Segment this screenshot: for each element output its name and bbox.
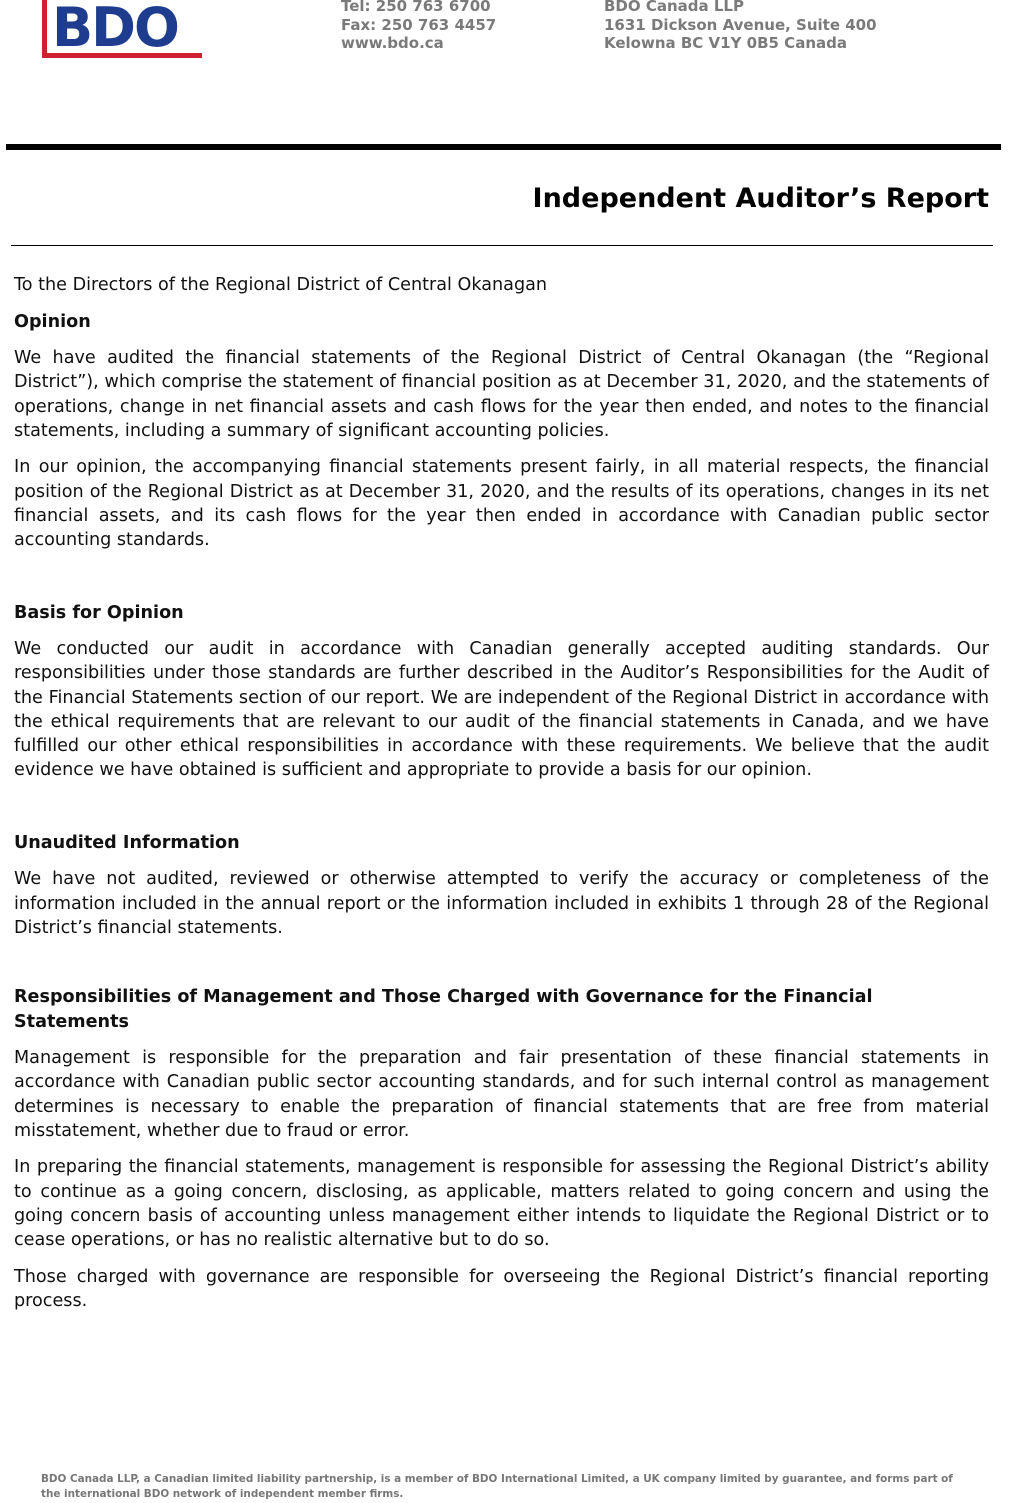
section-spacer [14,565,989,601]
management-paragraph-3: Those charged with governance are responsible for overseeing the Regional District’s financial reporting process. [14,1266,989,1311]
contact-phone-web [341,0,496,53]
contact-city: Kelowna BC V1Y 0B5 Canada [604,34,847,52]
header-divider [6,144,1001,150]
opinion-heading: Opinion [14,311,91,332]
logo-text: BDO [52,0,178,59]
contact-fax: Fax: 250 763 4457 [341,15,497,34]
bdo-logo [40,0,204,62]
contact-street: 1631 Dickson Avenue, Suite 400 [604,15,877,34]
opinion-paragraph-1: We have audited the financial statements of the Regional District of Central Okanagan (the “Regional District”), which comprise the statement of financial position as at December 31, 2020, and the statements of operations, change in net financial assets and cash flows for the year then ended, and notes to the financial statements, including a summary of significant accounting policies. [14,348,989,441]
unaudited-paragraph-1: We have not audited, reviewed or otherwise attempted to verify the accuracy or completeness of the information included in the annual report or the information included in exhibits 1 through 28 of the Regional District’s financial statements. [14,869,989,938]
opinion-paragraph-2: In our opinion, the accompanying financial statements present fairly, in all material respects, the financial position of the Regional District as at December 31, 2020, and the results of its operations, changes in its net financial assets, and its cash flows for the year then ended in accordance with Canadian public sector accounting standards. [14,457,989,550]
report-body [14,273,989,1325]
contact-firm: BDO Canada LLP [604,0,744,15]
report-title: Independent Auditor’s Report [532,183,989,214]
management-heading: Responsibilities of Management and Those Charged with Governance for the Financial Statements [14,987,873,1032]
unaudited-heading: Unaudited Information [14,832,240,853]
footer-disclaimer: BDO Canada LLP, a Canadian limited liability partnership, is a member of BDO International Limited, a UK company limited by guarantee, and forms part of the international BDO network of independent member firms. [41,1473,953,1500]
contact-address [604,0,877,53]
basis-paragraph-1: We conducted our audit in accordance with Canadian generally accepted auditing standards. Our responsibilities under those standards are further described in the Auditor’s Responsibilities for the Audit of the Financial Statements section of our report. We are independent of the Regional District in accordance with the ethical requirements that are relevant to our audit of the financial statements in Canada, and we have fulfilled our other ethical responsibilities in accordance with these requirements. We believe that the audit evidence we have obtained is sufficient and appropriate to provide a basis for our opinion. [14,639,989,781]
section-spacer [14,952,989,985]
addressee: To the Directors of the Regional District of Central Okanagan [14,275,548,295]
section-spacer [14,795,989,831]
contact-web[interactable]: www.bdo.ca [341,34,444,52]
management-paragraph-1: Management is responsible for the preparation and fair presentation of these financial statements in accordance with Canadian public sector accounting standards, and for such internal control as management determines is necessary to enable the preparation of financial statements that are free from material misstatement, whether due to fraud or error. [14,1048,989,1141]
contact-tel: Tel: 250 763 6700 [341,0,491,15]
management-paragraph-2: In preparing the financial statements, management is responsible for assessing the Regional District’s ability to continue as a going concern, disclosing, as applicable, matters related to going concern and using the going concern basis of accounting unless management either intends to liquidate the Regional District or to cease operations, or has no realistic alternative but to do so. [14,1157,989,1250]
logo-red-bar-vertical [42,0,47,58]
title-divider [11,245,993,246]
basis-heading: Basis for Opinion [14,602,184,623]
